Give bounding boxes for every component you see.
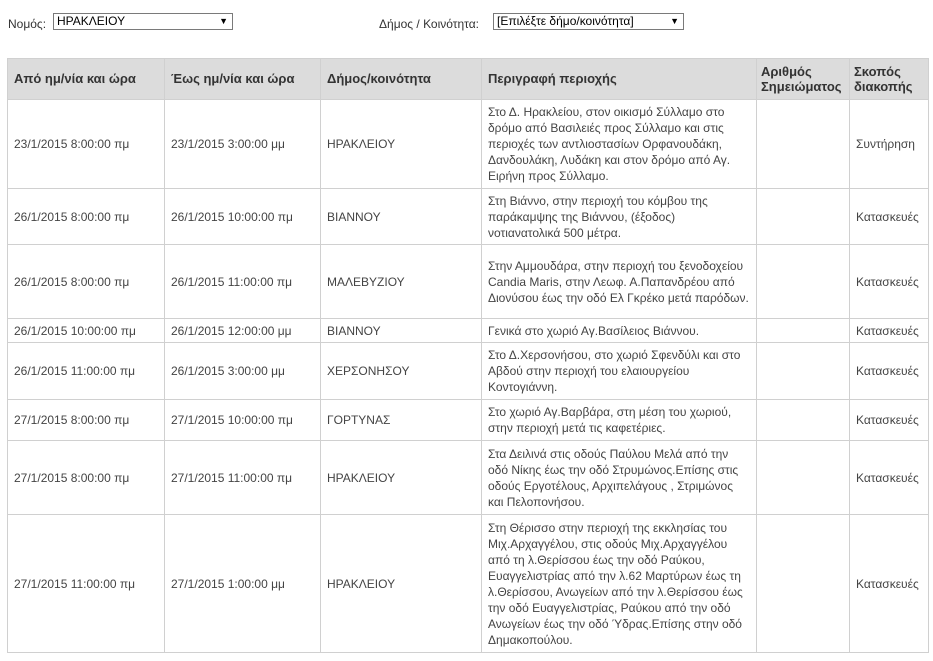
filter-bar (0, 0, 933, 58)
cell-note-number (757, 515, 850, 653)
cell-note-number (757, 189, 850, 245)
cell-purpose: Κατασκευές (850, 245, 929, 319)
table-row (8, 441, 929, 515)
cell-to: 27/1/2015 11:00:00 πμ (165, 441, 321, 515)
cell-from: 27/1/2015 8:00:00 πμ (8, 441, 165, 515)
prefecture-select-value: ΗΡΑΚΛΕΙΟΥ (57, 14, 126, 28)
header-from: Από ημ/νία και ώρα (8, 59, 165, 100)
cell-from: 26/1/2015 8:00:00 πμ (8, 189, 165, 245)
cell-from: 27/1/2015 8:00:00 πμ (8, 400, 165, 441)
cell-purpose: Κατασκευές (850, 515, 929, 653)
cell-description: Στη Βιάννο, στην περιοχή του κόμβου της παράκαμψης της Βιάννου, (έξοδος) νοτιανατολικά 500 μέτρα. (482, 189, 757, 245)
cell-municipality: ΒΙΑΝΝΟΥ (321, 189, 482, 245)
cell-description: Στο χωριό Αγ.Βαρβάρα, στη μέση του χωριού, στην περιοχή μετά τις καφετέριες. (482, 400, 757, 441)
cell-description: Γενικά στο χωριό Αγ.Βασίλειος Βιάννου. (482, 319, 757, 343)
cell-to: 26/1/2015 12:00:00 μμ (165, 319, 321, 343)
outages-table (7, 58, 929, 653)
cell-note-number (757, 245, 850, 319)
cell-from: 26/1/2015 8:00:00 πμ (8, 245, 165, 319)
table-row (8, 100, 929, 189)
header-to: Έως ημ/νία και ώρα (165, 59, 321, 100)
cell-purpose: Κατασκευές (850, 319, 929, 343)
cell-to: 27/1/2015 10:00:00 πμ (165, 400, 321, 441)
cell-to: 26/1/2015 10:00:00 πμ (165, 189, 321, 245)
cell-municipality: ΗΡΑΚΛΕΙΟΥ (321, 100, 482, 189)
cell-to: 27/1/2015 1:00:00 μμ (165, 515, 321, 653)
header-purpose: Σκοπός διακοπής (850, 59, 929, 100)
cell-purpose: Κατασκευές (850, 441, 929, 515)
table-row (8, 515, 929, 653)
cell-note-number (757, 100, 850, 189)
cell-description: Στο Δ.Χερσονήσου, στο χωριό Σφενδύλι και στο Αβδού στην περιοχή του ελαιουργείου Κοντογιάννη. (482, 343, 757, 400)
cell-description: Στην Αμμουδάρα, στην περιοχή του ξενοδοχείου Candia Maris, στην Λεωφ. Α.Παπανδρέου από Διονύσου έως την οδό Ελ Γκρέκο μετά παρόδων. (482, 245, 757, 319)
cell-note-number (757, 343, 850, 400)
table-header-row (8, 59, 929, 100)
prefecture-select[interactable] (53, 13, 233, 30)
table-row (8, 189, 929, 245)
cell-from: 26/1/2015 11:00:00 πμ (8, 343, 165, 400)
municipality-label: Δήμος / Κοινότητα: (379, 17, 480, 31)
municipality-select[interactable] (493, 13, 684, 30)
cell-purpose: Κατασκευές (850, 189, 929, 245)
cell-to: 23/1/2015 3:00:00 μμ (165, 100, 321, 189)
cell-purpose: Συντήρηση (850, 100, 929, 189)
cell-description: Στο Δ. Ηρακλείου, στον οικισμό Σύλλαμο στο δρόμο από Βασιλειές προς Σύλλαμο και στις περιοχές των αντλιοστασίων Ορφανουδάκη, Δανδουλάκη, Λυδάκη και στον δρόμο από Αγ. Ειρήνη προς Σύλλαμο. (482, 100, 757, 189)
header-note-number: Αριθμός Σημειώματος (757, 59, 850, 100)
municipality-select-value: [Επιλέξτε δήμο/κοινότητα] (497, 14, 634, 28)
prefecture-label: Νομός: (8, 17, 47, 31)
cell-municipality: ΗΡΑΚΛΕΙΟΥ (321, 441, 482, 515)
table-row (8, 245, 929, 319)
dropdown-arrow-icon: ▼ (670, 16, 679, 26)
cell-municipality: ΒΙΑΝΝΟΥ (321, 319, 482, 343)
cell-purpose: Κατασκευές (850, 343, 929, 400)
cell-from: 23/1/2015 8:00:00 πμ (8, 100, 165, 189)
cell-description: Στα Δειλινά στις οδούς Παύλου Μελά από την οδό Νίκης έως την οδό Στρυμώνος.Επίσης στις οδούς Εργοτέλους, Αρχιπελάγους , Στριμώνος και Πελοπονήσου. (482, 441, 757, 515)
cell-note-number (757, 400, 850, 441)
cell-municipality: ΗΡΑΚΛΕΙΟΥ (321, 515, 482, 653)
table-row (8, 400, 929, 441)
cell-description: Στη Θέρισσο στην περιοχή της εκκλησίας του Μιχ.Αρχαγγέλου, στις οδούς Μιχ.Αρχαγγέλου από τη λ.Θερίσσου έως την οδό Ραύκου, Ευαγγελιστρίας από την λ.62 Μαρτύρων έως τη λ.Θερίσσου, Ανωγείων από την λ.Θερίσσου έως την οδό Ευαγγελιστρίας, Ραύκου από την οδό Ανωγείων έως την οδό Ύδρας.Επίσης στην οδό Δημακοπούλου. (482, 515, 757, 653)
header-description: Περιγραφή περιοχής (482, 59, 757, 100)
cell-note-number (757, 319, 850, 343)
cell-purpose: Κατασκευές (850, 400, 929, 441)
table-row (8, 319, 929, 343)
header-municipality: Δήμος/κοινότητα (321, 59, 482, 100)
cell-from: 26/1/2015 10:00:00 πμ (8, 319, 165, 343)
cell-municipality: ΓΟΡΤΥΝΑΣ (321, 400, 482, 441)
dropdown-arrow-icon: ▼ (219, 16, 228, 26)
cell-note-number (757, 441, 850, 515)
cell-municipality: ΧΕΡΣΟΝΗΣΟΥ (321, 343, 482, 400)
table-row (8, 343, 929, 400)
cell-to: 26/1/2015 3:00:00 μμ (165, 343, 321, 400)
cell-from: 27/1/2015 11:00:00 πμ (8, 515, 165, 653)
cell-to: 26/1/2015 11:00:00 πμ (165, 245, 321, 319)
cell-municipality: ΜΑΛΕΒΥΖΙΟΥ (321, 245, 482, 319)
